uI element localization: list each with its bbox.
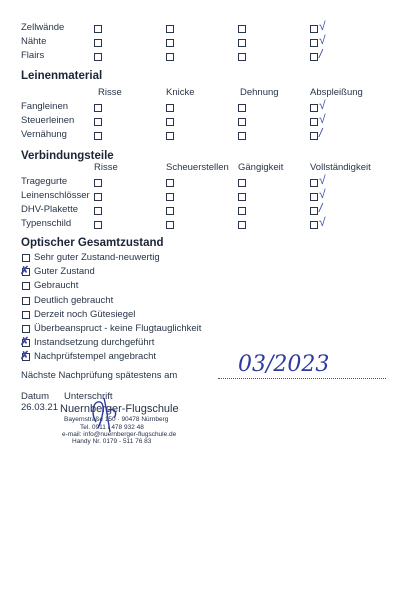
checkmark-icon: /: [319, 201, 323, 215]
checkmark-icon: √: [319, 215, 326, 229]
verbindung-checkbox[interactable]: [94, 207, 102, 215]
verbindung-checkbox[interactable]: [166, 221, 174, 229]
stamp-tel: Tel. 0911 / 478 932 48: [80, 424, 144, 431]
checkmark-icon: √: [319, 173, 326, 187]
canopy-checkbox[interactable]: [238, 25, 246, 33]
verbindung-col-header: Scheuerstellen: [166, 162, 229, 173]
verbindung-row-label: Tragegurte: [21, 176, 68, 187]
condition-checkbox[interactable]: [22, 297, 30, 305]
verbindung-checkbox[interactable]: [166, 193, 174, 201]
verbindung-col-header: Vollständigkeit: [310, 162, 371, 173]
leinen-checkbox[interactable]: [310, 104, 318, 112]
condition-checkbox[interactable]: [22, 325, 30, 333]
condition-option-label: Instandsetzung durchgeführt: [34, 337, 155, 349]
leinen-checkbox[interactable]: [310, 132, 318, 140]
section-title-verbindungsteile: Verbindungsteile: [21, 150, 114, 162]
checkmark-icon: √: [319, 187, 326, 201]
verbindung-checkbox[interactable]: [94, 221, 102, 229]
verbindung-checkbox[interactable]: [238, 193, 246, 201]
leinen-checkbox[interactable]: [310, 118, 318, 126]
handwritten-signature: [78, 392, 128, 442]
leinen-row-label: Fangleinen: [21, 101, 69, 112]
checkmark-icon: /: [319, 126, 323, 140]
verbindung-checkbox[interactable]: [166, 179, 174, 187]
verbindung-col-header: Gängigkeit: [238, 162, 284, 173]
canopy-checkbox[interactable]: [310, 39, 318, 47]
leinen-col-header: Dehnung: [240, 87, 279, 98]
leinen-checkbox[interactable]: [94, 104, 102, 112]
canopy-row-label: Flairs: [21, 50, 45, 61]
verbindung-col-header: Risse: [94, 162, 118, 173]
leinen-row-label: Steuerleinen: [21, 115, 75, 126]
cross-mark-icon: ✗: [20, 336, 30, 349]
condition-option-label: Guter Zustand: [34, 266, 95, 278]
leinen-checkbox[interactable]: [166, 118, 174, 126]
condition-option-label: Derzeit noch Gütesiegel: [34, 308, 136, 320]
leinen-col-header: Knicke: [166, 87, 195, 98]
verbindung-row-label: DHV-Plakette: [21, 204, 79, 215]
canopy-checkbox[interactable]: [238, 53, 246, 61]
verbindung-checkbox[interactable]: [94, 179, 102, 187]
stamp-email: e-mail: info@nuernberger-flugschule.de: [62, 431, 177, 438]
leinen-checkbox[interactable]: [94, 118, 102, 126]
signature-label: Unterschrift: [64, 391, 113, 402]
date-label: Datum: [21, 391, 49, 402]
cross-mark-icon: ✗: [20, 265, 30, 278]
condition-option-label: Deutlich gebraucht: [34, 294, 114, 306]
checkmark-icon: √: [319, 33, 326, 47]
canopy-checkbox[interactable]: [166, 53, 174, 61]
leinen-col-header: Risse: [98, 87, 122, 98]
section-title-leinenmaterial: Leinenmaterial: [21, 70, 103, 82]
checkmark-icon: √: [319, 112, 326, 126]
verbindung-checkbox[interactable]: [238, 207, 246, 215]
stamp-handy: Handy Nr. 0179 - 511 76 83: [72, 438, 152, 445]
leinen-checkbox[interactable]: [238, 118, 246, 126]
next-check-value[interactable]: 03/2023: [238, 352, 330, 377]
condition-option-label: Sehr guter Zustand-neuwertig: [34, 252, 160, 263]
leinen-col-header: Abspleißung: [310, 87, 363, 98]
verbindung-checkbox[interactable]: [166, 207, 174, 215]
leinen-checkbox[interactable]: [94, 132, 102, 140]
condition-checkbox[interactable]: [22, 282, 30, 290]
next-check-line: [218, 378, 386, 379]
leinen-checkbox[interactable]: [166, 104, 174, 112]
checkmark-icon: √: [319, 98, 326, 112]
verbindung-row-label: Typenschild: [21, 218, 72, 229]
leinen-row-label: Vernähung: [21, 129, 67, 140]
checkmark-icon: /: [319, 47, 323, 61]
canopy-row-label: Zellwände: [21, 22, 65, 33]
date-value: 26.03.21: [21, 402, 58, 413]
condition-checkbox[interactable]: [22, 311, 30, 319]
canopy-checkbox[interactable]: [310, 25, 318, 33]
canopy-checkbox[interactable]: [166, 25, 174, 33]
leinen-checkbox[interactable]: [238, 132, 246, 140]
cross-mark-icon: ✗: [20, 350, 30, 363]
stamp-name: Nuernberger-Flugschule: [60, 403, 179, 415]
condition-option-label: Überbeanspruct - keine Flugtauglichkeit: [34, 323, 202, 334]
condition-option-label: Gebraucht: [34, 280, 79, 292]
verbindung-checkbox[interactable]: [238, 221, 246, 229]
verbindung-checkbox[interactable]: [310, 221, 318, 229]
condition-checkbox[interactable]: [22, 254, 30, 262]
verbindung-checkbox[interactable]: [310, 193, 318, 201]
verbindung-checkbox[interactable]: [310, 179, 318, 187]
canopy-checkbox[interactable]: [238, 39, 246, 47]
canopy-row-label: Nähte: [21, 36, 47, 47]
verbindung-row-label: Leinenschlösser: [21, 190, 90, 201]
next-check-label: Nächste Nachprüfung spätestens am: [21, 370, 178, 381]
stamp-address: Bayernstraße 150 · 90478 Nürnberg: [64, 416, 169, 423]
leinen-checkbox[interactable]: [238, 104, 246, 112]
checkmark-icon: √: [319, 19, 326, 33]
canopy-checkbox[interactable]: [166, 39, 174, 47]
section-title-gesamtzustand: Optischer Gesamtzustand: [21, 237, 164, 249]
verbindung-checkbox[interactable]: [238, 179, 246, 187]
leinen-checkbox[interactable]: [166, 132, 174, 140]
canopy-checkbox[interactable]: [94, 25, 102, 33]
condition-option-label: Nachprüfstempel angebracht: [34, 351, 156, 363]
verbindung-checkbox[interactable]: [94, 193, 102, 201]
canopy-checkbox[interactable]: [94, 39, 102, 47]
canopy-checkbox[interactable]: [310, 53, 318, 61]
canopy-checkbox[interactable]: [94, 53, 102, 61]
verbindung-checkbox[interactable]: [310, 207, 318, 215]
